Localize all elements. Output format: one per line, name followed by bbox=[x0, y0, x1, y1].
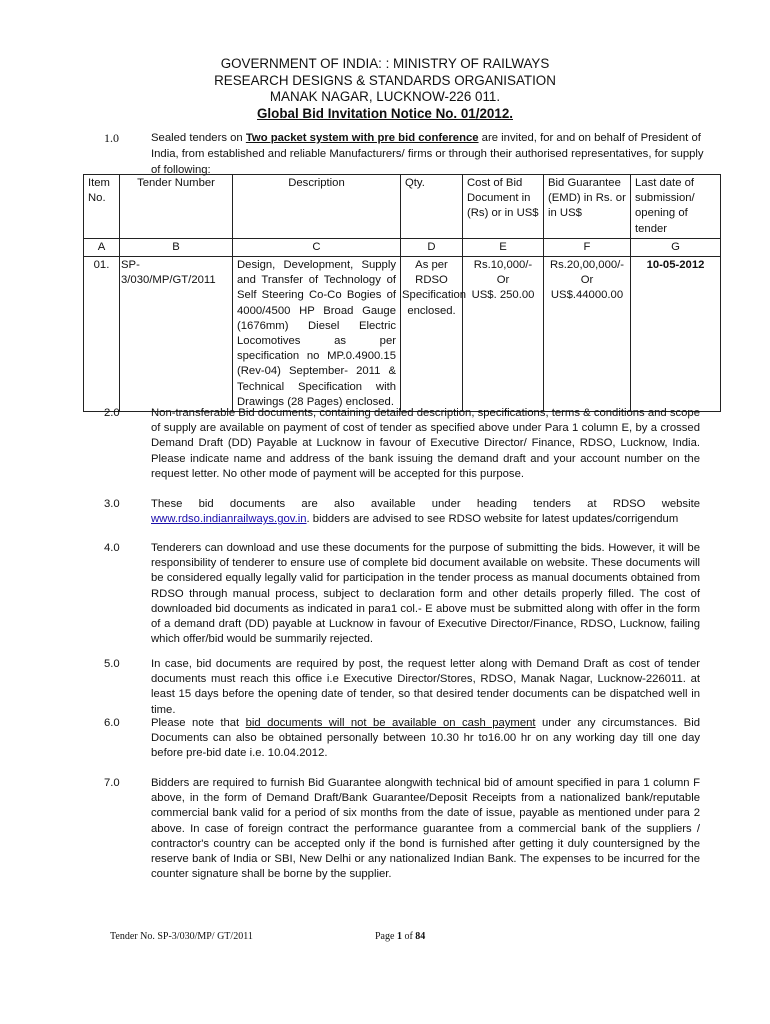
cost-usd: US$. 250.00 bbox=[471, 289, 535, 302]
footer-tender-number: Tender No. SP-3/030/MP/ GT/2011 bbox=[110, 931, 253, 942]
para-text: Tenderers can download and use these documents for the purpose of submitting the bids. However, it will be responsibility of tenderer to ensure use of complete bid document available on website. These documents will be considered equally legally valid for participation in the tender process as manual documents obtained from RDSO through manual process, subject to declaration form and other details properly filled. The cost of downloaded bid documents as indicated in para1 col.- E above must be submitted along with offer in the form of a demand draft (DD) payable at Lucknow in favour of Executive Director/Finance, RDSO, Lucknow, failing which offer/bid would be summarily rejected. bbox=[151, 542, 700, 646]
emd-usd: US$.44000.00 bbox=[550, 289, 624, 302]
para-number: 3.0 bbox=[104, 498, 120, 510]
item-number: 01. bbox=[84, 257, 120, 412]
address-line: MANAK NAGAR, LUCKNOW-226 011. bbox=[269, 89, 501, 104]
emphasis-text: bid documents will not be available on cash payment bbox=[245, 717, 536, 729]
table-row bbox=[84, 257, 721, 412]
paragraph-2 bbox=[104, 406, 700, 482]
para-number: 1.0 bbox=[104, 131, 119, 145]
para-text: Please note that bid documents will not be available on cash payment under any circumstances. Bid Documents can also be obtained personally between 10.30 hr to16.00 hr on any working day till one day before pre-bid date i.e. 10.04.2012. bbox=[151, 717, 700, 760]
header-last-date: Last date of submission/ opening of tender bbox=[631, 175, 721, 239]
col-letter: G bbox=[631, 238, 721, 256]
item-description: Design, Development, Supply and Transfer of Technology of Self Steering Co-Co Bogies of 4000/4500 HP Broad Gauge (1676mm) Diesel Electric Locomotives as per specification no MP.0.4900.15 (Rev-04) September- 2011 & Technical Specification with Drawings (28 Pages) enclosed. bbox=[233, 257, 401, 412]
header-description: Description bbox=[233, 175, 401, 239]
paragraph-6 bbox=[104, 716, 700, 762]
paragraph-5 bbox=[104, 657, 700, 718]
para-number: 4.0 bbox=[104, 542, 120, 554]
col-letter: F bbox=[544, 238, 631, 256]
tender-number: SP-3/030/MP/GT/2011 bbox=[120, 257, 233, 412]
organisation-line: RESEARCH DESIGNS & STANDARDS ORGANISATION bbox=[214, 72, 556, 88]
para-text: Non-transferable Bid documents, containing detailed description, specifications, terms & conditions and scope of supply are available on payment of cost of tender as specified above under Para 1 column E, by a crossed Demand Draft (DD) Payable at Lucknow in favour of Executive Director/ Finance, RDSO, Lucknow, India. Please indicate name and address of the bank issuing the demand draft and your account number on the request letter. No other mode of payment will be accepted for this purpose. bbox=[151, 407, 700, 480]
last-date: 10-05-2012 bbox=[631, 257, 721, 412]
notice-title: Global Bid Invitation Notice No. 01/2012. bbox=[257, 105, 513, 121]
col-letter: E bbox=[463, 238, 544, 256]
intro-text: Sealed tenders on Two packet system with pre bid conference are invited, for and on behalf of President of India, from established and reliable Manufacturers/ firms or through their authorised representatives, for supply of following: bbox=[151, 132, 704, 176]
para-number: 2.0 bbox=[104, 407, 120, 419]
item-quantity: As per RDSO Specification enclosed. bbox=[401, 257, 463, 412]
intro-paragraph bbox=[104, 130, 704, 178]
bid-document-cost bbox=[463, 257, 544, 412]
header-emd: Bid Guarantee (EMD) in Rs. or in US$ bbox=[544, 175, 631, 239]
page-number: Page 1 of 84 bbox=[375, 931, 426, 942]
cost-or: Or bbox=[496, 274, 510, 287]
emphasis-text: Two packet system with pre bid conference bbox=[245, 132, 479, 144]
para-text: In case, bid documents are required by post, the request letter along with Demand Draft as cost of tender documents must reach this office i.e Executive Director/Stores, RDSO, Manak Nagar, Lucknow-226011. at least 15 days before the opening date of tender, so that desired tender documents can be dispatched well in time. bbox=[151, 658, 700, 716]
cost-rupees: Rs.10,000/- bbox=[473, 259, 533, 272]
para-text: Bidders are required to furnish Bid Guarantee alongwith technical bid of amount specified in para 1 column F above, in the form of Demand Draft/Bank Guarantee/Deposit Receipts from a nationalized bank/reputable commercial bank valid for a period of six months from the date of issue, payable as mentioned under para 2 above. In case of foreign contract the performance guarantee from a commercial bank of the suppliers / contractor's country can be accepted only if the bond is furnished after getting it duly countersigned by the reserve bank of India or SBI, New Delhi or any nationalized Indian Bank. The expenses to be incurred for the counter signature shall be borne by the supplier. bbox=[151, 777, 700, 881]
rdso-website-link[interactable]: www.rdso.indianrailways.gov.in bbox=[151, 513, 307, 526]
col-letter: C bbox=[233, 238, 401, 256]
document-header bbox=[0, 56, 770, 122]
bid-guarantee bbox=[544, 257, 631, 412]
col-letter: B bbox=[120, 238, 233, 256]
table-header-row bbox=[84, 175, 721, 239]
para-number: 7.0 bbox=[104, 777, 120, 789]
header-cost: Cost of Bid Document in (Rs) or in US$ bbox=[463, 175, 544, 239]
paragraph-4 bbox=[104, 541, 700, 647]
ministry-line: GOVERNMENT OF INDIA: : MINISTRY OF RAILWAYS bbox=[220, 56, 550, 71]
tender-table bbox=[83, 174, 721, 412]
paragraph-3 bbox=[104, 497, 700, 527]
para-text: These bid documents are also available under heading tenders at RDSO website www.rdso.indianrailways.gov.in. bidders are advised to see RDSO website for latest updates/corrigendum bbox=[151, 498, 700, 526]
para-number: 5.0 bbox=[104, 658, 120, 670]
paragraph-7 bbox=[104, 776, 700, 882]
emd-or: Or bbox=[580, 274, 594, 287]
emd-rupees: Rs.20,00,000/- bbox=[549, 259, 625, 272]
table-letter-row bbox=[84, 238, 721, 256]
header-tender-number: Tender Number bbox=[120, 175, 233, 239]
col-letter: D bbox=[401, 238, 463, 256]
header-item-no: Item No. bbox=[84, 175, 120, 239]
para-number: 6.0 bbox=[104, 717, 120, 729]
header-qty: Qty. bbox=[401, 175, 463, 239]
col-letter: A bbox=[84, 238, 120, 256]
